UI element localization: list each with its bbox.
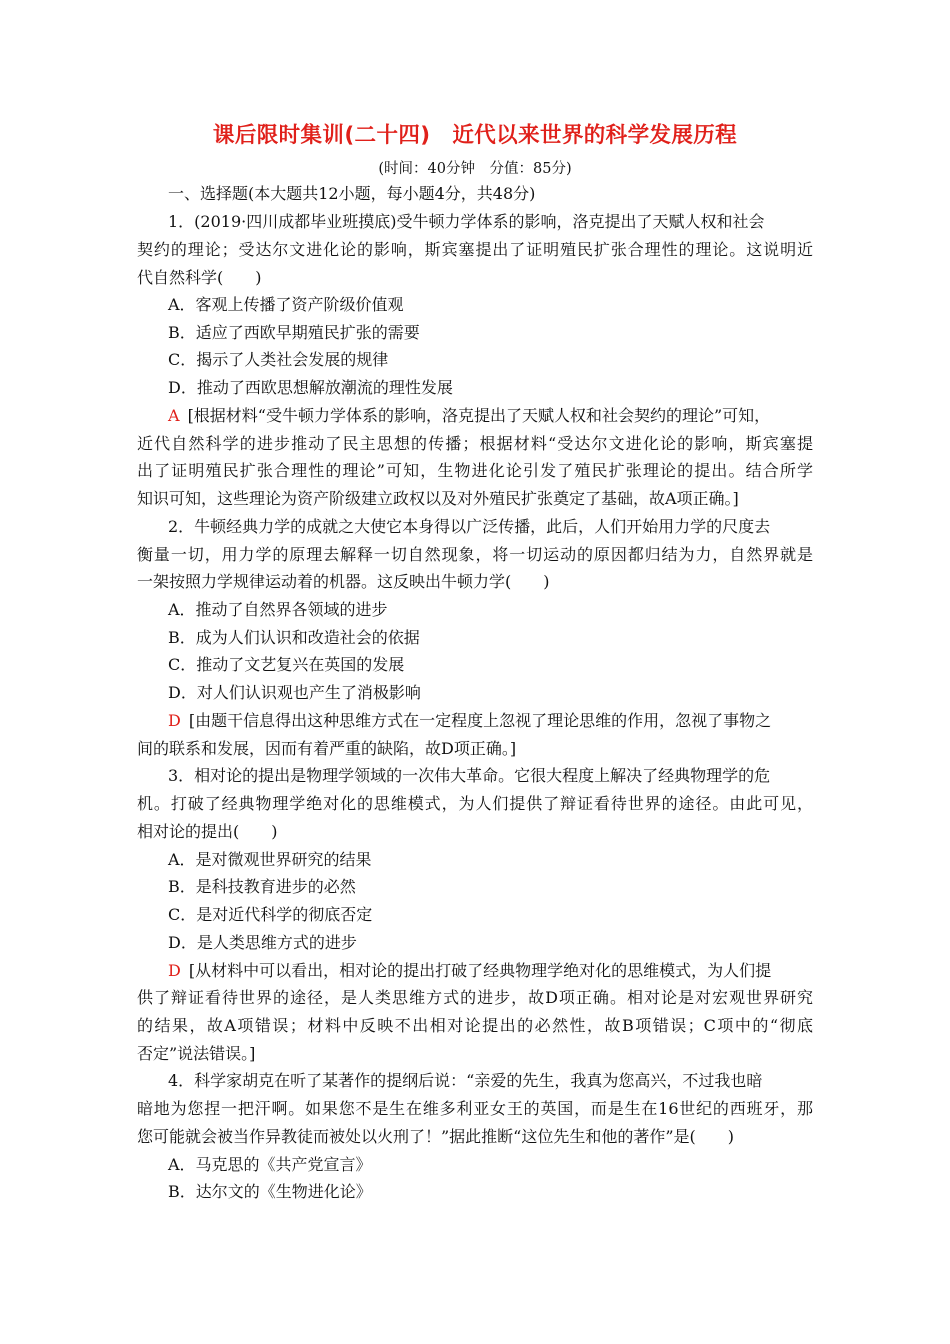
question-4-stem-line: 您可能就会被当作异教徒而被处以火刑了！”据此推断“这位先生和他的著作”是( ) [137, 1127, 735, 1146]
question-3-answer: D [168, 961, 181, 980]
question-1-stem-line: 代自然科学( ) [137, 268, 262, 287]
question-1-option-b: B．适应了西欧早期殖民扩张的需要 [168, 323, 420, 342]
question-1-stem-line: 1．(2019·四川成都毕业班摸底)受牛顿力学体系的影响，洛克提出了天赋人权和社会 [168, 212, 765, 231]
question-1-option-a: A．客观上传播了资产阶级价值观 [168, 295, 404, 314]
question-3-explanation-text: [从材料中可以看出，相对论的提出打破了经典物理学绝对化的思维模式，为人们提 [188, 961, 772, 980]
question-4-option-a: A．马克思的《共产党宣言》 [168, 1155, 372, 1174]
question-1-stem-line: 契约的理论；受达尔文进化论的影响，斯宾塞提出了证明殖民扩张合理性的理论。这说明近 [137, 240, 813, 259]
question-4-stem-line: 4．科学家胡克在听了某著作的提纲后说：“亲爱的先生，我真为您高兴，不过我也暗 [168, 1071, 763, 1090]
question-2-explanation-line [168, 711, 771, 731]
question-3-option-b: B．是科技教育进步的必然 [168, 877, 356, 896]
question-2-option-a: A．推动了自然界各领域的进步 [168, 600, 388, 619]
question-3-option-c: C．是对近代科学的彻底否定 [168, 905, 373, 924]
time-score-info: (时间：40分钟 分值：85分) [378, 161, 572, 177]
section-heading: 一、选择题(本大题共12小题，每小题4分，共48分) [168, 184, 536, 203]
question-4-option-b: B．达尔文的《生物进化论》 [168, 1182, 372, 1201]
question-3-option-d: D．是人类思维方式的进步 [168, 933, 357, 952]
question-3-stem-line: 机。打破了经典物理学绝对化的思维模式，为人们提供了辩证看待世界的途径。由此可见， [137, 794, 813, 813]
question-4-stem-line: 暗地为您捏一把汗啊。如果您不是生在维多利亚女王的英国，而是生在16世纪的西班牙，那 [137, 1099, 813, 1118]
question-3-explanation-line [168, 961, 771, 981]
question-3-stem-line: 相对论的提出( ) [137, 822, 278, 841]
question-3-explanation-line: 的结果，故A项错误；材料中反映不出相对论提出的必然性，故B项错误；C项中的“彻底 [137, 1016, 813, 1035]
question-1-explanation-text: [根据材料“受牛顿力学体系的影响，洛克提出了天赋人权和社会契约的理论”可知， [187, 406, 771, 425]
question-2-stem-line: 衡量一切，用力学的原理去解释一切自然现象，将一切运动的原因都归结为力，自然界就是 [137, 545, 813, 564]
question-1-answer: A [168, 406, 180, 425]
question-3-explanation-line: 否定”说法错误。] [137, 1044, 256, 1063]
question-1-explanation-line: 出了证明殖民扩张合理性的理论”可知，生物进化论引发了殖民扩张理论的提出。结合所学 [137, 461, 813, 480]
page-title: 课后限时集训(二十四) 近代以来世界的科学发展历程 [212, 123, 738, 148]
question-1-option-c: C．揭示了人类社会发展的规律 [168, 350, 389, 369]
question-2-answer: D [168, 711, 181, 730]
question-2-explanation-text: [由题干信息得出这种思维方式在一定程度上忽视了理论思维的作用，忽视了事物之 [188, 711, 772, 730]
question-2-option-c: C．推动了文艺复兴在英国的发展 [168, 655, 405, 674]
question-2-stem-line: 一架按照力学规律运动着的机器。这反映出牛顿力学( ) [137, 572, 550, 591]
question-1-explanation-line [168, 406, 770, 426]
question-2-stem-line: 2．牛顿经典力学的成就之大使它本身得以广泛传播，此后，人们开始用力学的尺度去 [168, 517, 771, 536]
question-1-option-d: D．推动了西欧思想解放潮流的理性发展 [168, 378, 453, 397]
question-3-stem-line: 3．相对论的提出是物理学领域的一次伟大革命。它很大程度上解决了经典物理学的危 [168, 766, 771, 785]
question-3-option-a: A．是对微观世界研究的结果 [168, 850, 372, 869]
question-2-option-d: D．对人们认识观也产生了消极影响 [168, 683, 421, 702]
question-2-explanation-line: 间的联系和发展，因而有着严重的缺陷，故D项正确。] [137, 739, 517, 758]
question-1-explanation-line: 近代自然科学的进步推动了民主思想的传播；根据材料“受达尔文进化论的影响，斯宾塞提 [137, 434, 813, 453]
question-1-explanation-line: 知识可知，这些理论为资产阶级建立政权以及对外殖民扩张奠定了基础，故A项正确。] [137, 489, 739, 508]
question-2-option-b: B．成为人们认识和改造社会的依据 [168, 628, 420, 647]
question-3-explanation-line: 供了辩证看待世界的途径，是人类思维方式的进步，故D项正确。相对论是对宏观世界研究 [137, 988, 813, 1007]
